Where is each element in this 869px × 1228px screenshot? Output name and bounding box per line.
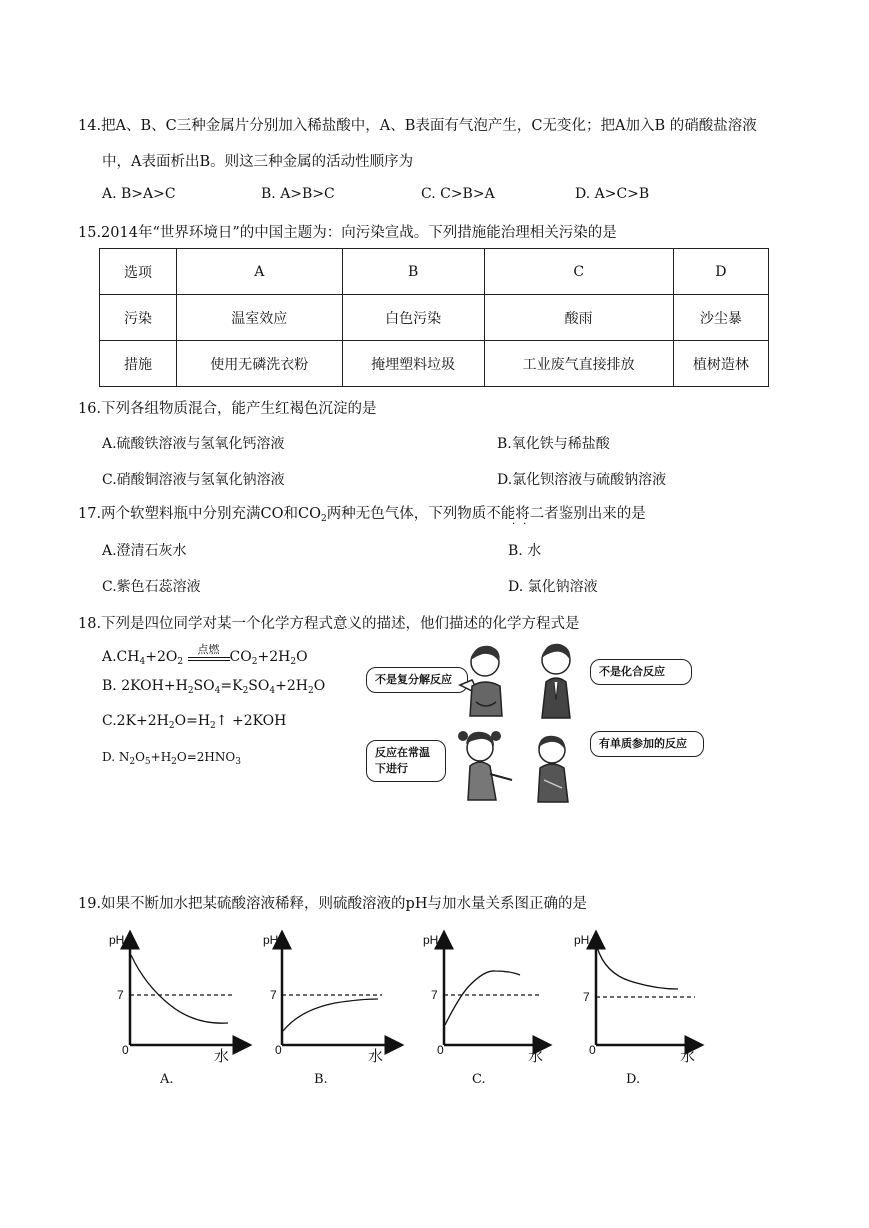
q18-option-a: $A.CH_4+2O_2$ 点燃 $CO_2+2H_2O$ <box>102 643 308 667</box>
q15-table <box>99 248 769 387</box>
q17-option-a: A.澄清石灰水 <box>102 543 187 559</box>
q18-stem: 18.下列是四位同学对某一个化学方程式意义的描述，他们描述的化学方程式是 <box>78 616 580 632</box>
equals-line <box>188 657 230 658</box>
origin-label: 0 <box>589 1043 596 1057</box>
table-cell: A <box>177 249 343 295</box>
subscript: 2 <box>242 686 249 696</box>
text: A.CH <box>102 649 140 665</box>
graph-d <box>596 937 697 1045</box>
condition-text: 点燃 <box>197 643 220 656</box>
subscript: 2 <box>307 686 314 696</box>
table-cell: 选项 <box>100 249 177 295</box>
ph7-tick-label: 7 <box>117 988 124 1002</box>
subscript: 2 <box>171 757 177 767</box>
table-cell: 酸雨 <box>484 295 673 341</box>
q18-option-d: D. $N_2O_5+H_2O=2HNO_3$ <box>102 750 241 767</box>
q14-line2: 中，A表面析出B。则这三种金属的活动性顺序为 <box>102 154 414 170</box>
curve <box>131 955 228 1023</box>
subscript: 5 <box>144 757 151 767</box>
origin-label: 0 <box>122 1043 129 1057</box>
y-axis-label: pH <box>574 933 590 947</box>
x-axis-label: 水 <box>368 1047 384 1065</box>
table-cell: 植树造林 <box>673 341 768 387</box>
subscript: 3 <box>235 757 241 767</box>
speech-bubble-1: 不是复分解反应 <box>366 667 468 693</box>
table-row <box>100 249 769 295</box>
q14-option-a: A. B>A>C <box>102 186 176 202</box>
graph-label-b: B. <box>314 1072 328 1087</box>
q17-stem <box>78 502 646 524</box>
q15-stem: 15.2014年“世界环境日”的中国主题为：向污染宣战。下列措施能治理相关污染的是 <box>78 225 617 241</box>
q16-option-c: C.硝酸铜溶液与氢氧化钠溶液 <box>102 472 285 488</box>
students-illustration <box>450 640 590 810</box>
origin-label: 0 <box>437 1043 444 1057</box>
table-cell: 工业废气直接排放 <box>484 341 673 387</box>
y-axis-label: pH <box>263 933 279 947</box>
curve <box>597 947 678 989</box>
q19-stem: 19.如果不断加水把某硫酸溶液稀释，则硫酸溶液的pH与加水量关系图正确的是 <box>78 896 587 912</box>
table-row <box>100 341 769 387</box>
student-icon <box>542 644 570 718</box>
subscript: 2 <box>210 721 216 731</box>
student-icon <box>460 646 502 716</box>
q16-option-d: D.氯化钡溶液与硫酸钠溶液 <box>497 472 667 488</box>
subscript: 2 <box>168 721 175 731</box>
q17-stem-part-b: 两种无色气体，下列物质不能将二者鉴别出来的是 <box>326 506 646 522</box>
x-axis-label: 水 <box>214 1047 230 1065</box>
graph-label-a: A. <box>160 1072 174 1087</box>
graph-b <box>282 937 397 1045</box>
table-cell: 白色污染 <box>342 295 484 341</box>
y-axis-label: pH <box>423 933 439 947</box>
q17-option-c: C.紫色石蕊溶液 <box>102 579 201 595</box>
ph7-tick-label: 7 <box>270 988 277 1002</box>
q16-stem: 16.下列各组物质混合，能产生红褐色沉淀的是 <box>78 401 377 417</box>
q16-option-b: B.氧化铁与稀盐酸 <box>497 436 610 452</box>
q14-option-c: C. C>B>A <box>421 186 495 202</box>
speech-bubble-4: 有单质参加的反应 <box>590 731 704 757</box>
table-cell: 使用无磷洗衣粉 <box>177 341 343 387</box>
q17-option-d: D. 氯化钠溶液 <box>508 579 598 595</box>
subscript: 2 <box>187 686 194 696</box>
table-cell: 措施 <box>100 341 177 387</box>
table-row <box>100 295 769 341</box>
q14-line1: 14.把A、B、C三种金属片分别加入稀盐酸中，A、B表面有气泡产生，C无变化；把A加入B 的硝酸盐溶液 <box>78 118 757 134</box>
subscript: 2 <box>251 657 258 667</box>
text: B. 2KOH+H <box>102 678 188 694</box>
table-cell: C <box>484 249 673 295</box>
graph-c <box>444 937 545 1045</box>
origin-label: 0 <box>275 1043 282 1057</box>
subscript: 2 <box>129 757 136 767</box>
table-cell: 污染 <box>100 295 177 341</box>
table-cell: 掩埋塑料垃圾 <box>342 341 484 387</box>
x-axis-label: 水 <box>680 1047 696 1065</box>
graph-label-c: C. <box>472 1072 486 1087</box>
student-icon <box>538 736 568 802</box>
table-cell: B <box>342 249 484 295</box>
table-cell: 沙尘暴 <box>673 295 768 341</box>
q17-stem-part-a: 17.两个软塑料瓶中分别充满CO和CO <box>78 506 322 522</box>
table-cell: D <box>673 249 768 295</box>
subscript: 2 <box>290 657 297 667</box>
q18-option-b: B. $2KOH+H_2SO_4=K_2SO_4+2H_2O$ <box>102 678 326 696</box>
student-icon <box>458 731 512 800</box>
equals-line <box>188 660 230 661</box>
table-cell: 温室效应 <box>177 295 343 341</box>
subscript: 4 <box>214 686 221 696</box>
ph7-tick-label: 7 <box>583 990 590 1004</box>
speech-bubble-3: 反应在常温下进行 <box>366 740 446 782</box>
text: CO <box>229 649 252 665</box>
subscript: 4 <box>139 657 146 667</box>
subscript: 2 <box>177 657 184 667</box>
text: D. N <box>102 750 130 764</box>
curve <box>283 999 378 1031</box>
q17-stem-subscript: 2 <box>321 514 327 524</box>
subscript: 4 <box>269 686 276 696</box>
q14-option-b: B. A>B>C <box>261 186 335 202</box>
x-axis-label: 水 <box>528 1047 544 1065</box>
y-axis-label: pH <box>109 933 125 947</box>
q18-option-c: $C.2K+2H_2O=H_2↑ +2KOH$ <box>102 713 287 731</box>
q17-option-b: B. 水 <box>508 543 542 559</box>
ph7-tick-label: 7 <box>431 988 438 1002</box>
graph-a <box>130 937 245 1045</box>
q16-option-a: A.硫酸铁溶液与氢氧化钙溶液 <box>102 436 285 452</box>
curve <box>445 971 520 1025</box>
ph-graphs <box>100 925 720 1095</box>
speech-bubble-2: 不是化合反应 <box>590 659 692 685</box>
q14-option-d: D. A>C>B <box>575 186 650 202</box>
graph-label-d: D. <box>626 1072 641 1087</box>
emphasis-dots: ·· <box>512 519 535 530</box>
text: C.2K+2H <box>102 713 169 729</box>
